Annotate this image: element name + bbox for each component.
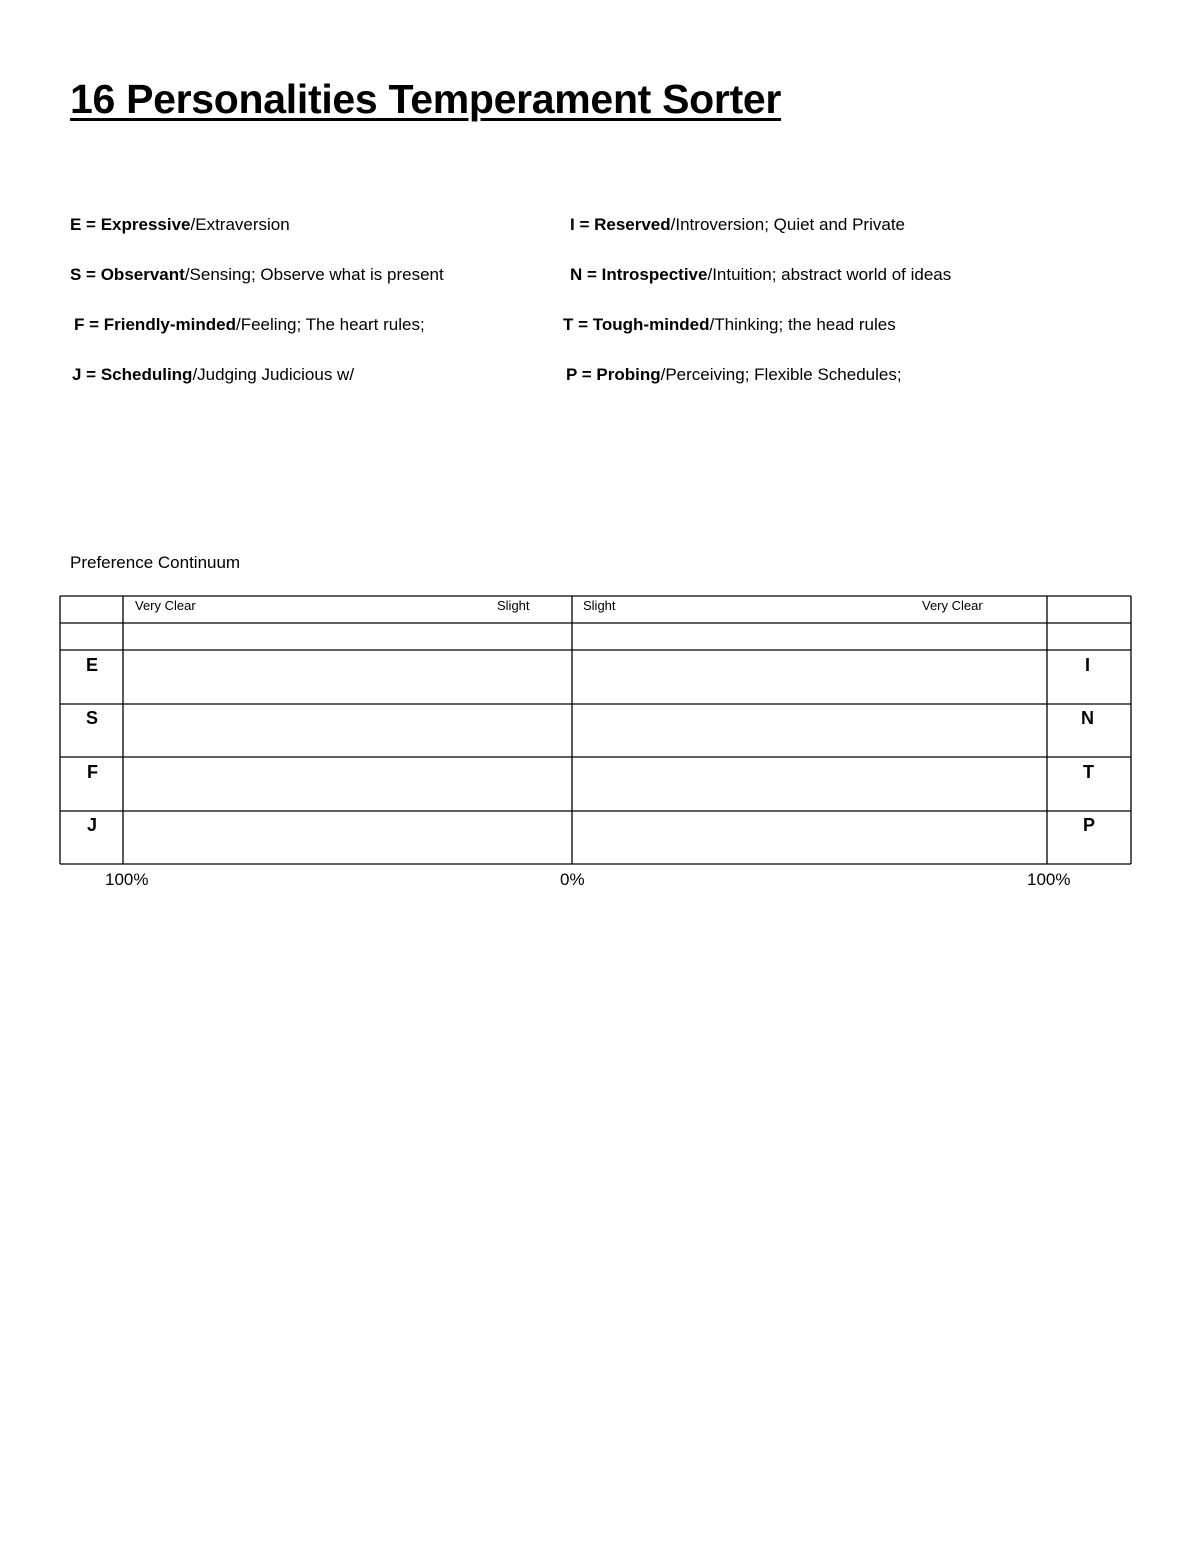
row-letter-right: N	[1081, 708, 1094, 728]
continuum-caption: Preference Continuum	[70, 553, 241, 572]
row-letter-left: E	[86, 655, 99, 675]
row-letter-right: P	[1083, 815, 1096, 835]
scale-right-label: 100%	[1027, 870, 1071, 889]
definition-text: /Intuition; abstract world of ideas	[707, 265, 952, 284]
definition-key: T = Tough-minded	[563, 315, 710, 334]
header-right-very-clear: Very Clear	[922, 598, 983, 613]
definition-key: J = Scheduling	[72, 365, 193, 384]
definition-key: F = Friendly-minded	[74, 315, 236, 334]
row-letter-left: S	[86, 708, 99, 728]
definition-key: N = Introspective	[570, 265, 708, 284]
header-left-very-clear: Very Clear	[135, 598, 196, 613]
scale-center-label: 0%	[560, 870, 585, 889]
definition-text: /Feeling; The heart rules;	[236, 315, 425, 334]
header-right-slight: Slight	[583, 598, 616, 613]
definition-text: /Sensing; Observe what is present	[184, 265, 444, 284]
definition-text: /Extraversion	[190, 215, 290, 234]
definition-text: /Judging Judicious w/	[192, 365, 355, 384]
definition-key: P = Probing	[566, 365, 661, 384]
scale-left-label: 100%	[105, 870, 149, 889]
definition-text: /Thinking; the head rules	[709, 315, 896, 334]
definition-key: I = Reserved	[570, 215, 671, 234]
row-letter-right: I	[1085, 655, 1091, 675]
header-left-slight: Slight	[497, 598, 530, 613]
row-letter-left: F	[87, 762, 98, 782]
definition-text: /Perceiving; Flexible Schedules;	[660, 365, 902, 384]
row-letter-left: J	[87, 815, 98, 835]
page-title: 16 Personalities Temperament Sorter	[70, 76, 782, 122]
definition-text: /Introversion; Quiet and Private	[670, 215, 905, 234]
definition-key: S = Observant	[70, 265, 185, 284]
row-letter-right: T	[1083, 762, 1094, 782]
definition-key: E = Expressive	[70, 215, 191, 234]
